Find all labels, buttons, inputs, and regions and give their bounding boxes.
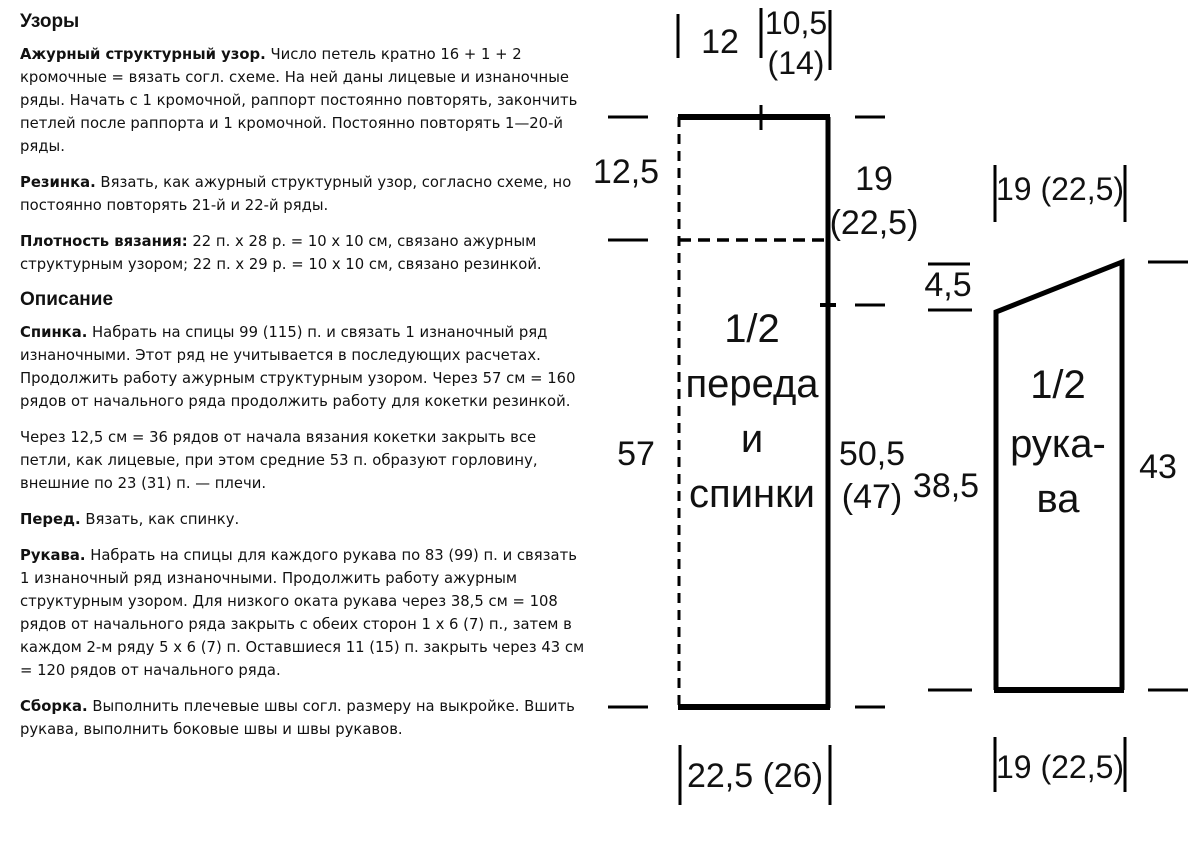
body-top-left-width: 12 [701,23,739,61]
sleeve-piece-label-line-3: ва [1036,477,1080,521]
heading-description: Описание [20,289,114,310]
term-back: Спинка. [20,324,88,341]
body-piece-label-line-1: 1/2 [724,307,780,351]
paragraph-ribbing: Резинка. Вязать, как ажурный структурный узор, согласно схеме, но постоянно повторять 21-й и 22-й ряды. [20,174,572,214]
term-gauge: Плотность вязания: [20,233,188,250]
sleeve-piece-label-line-2: рука- [1010,422,1106,466]
paragraph-gauge: Плотность вязания: 22 п. х 28 р. = 10 х 10 см, связано ажурным структурным узором; 22 п. х 29 р. = 10 х 10 см, связано резинкой. [20,233,542,273]
sleeve-left-height: 38,5 [912,467,980,505]
term-ribbing: Резинка. [20,174,96,191]
sleeve-piece-label-line-1: 1/2 [1030,363,1086,407]
term-sleeves: Рукава. [20,547,86,564]
body-piece-label-line-4: спинки [689,472,815,516]
body-dimension-lines [608,8,885,805]
paragraph-front: Перед. Вязать, как спинку. [20,511,240,528]
sleeve-piece-outline [994,262,1124,690]
heading-patterns: Узоры [20,11,80,32]
term-assembly: Сборка. [20,698,88,715]
paragraph-back: Спинка. Набрать на спицы 99 (115) п. и связать 1 изнаночный ряд изнаночными. Этот ряд не учитывается в последующих расчетах. Продолжить работу ажурным структурным узором. Через 57 см = 160 рядов от начального ряда продолжить работу для кокетки резинкой. [20,324,576,410]
body-top-right-width-alt: (14) [767,45,825,81]
body-bottom-width: 22,5 (26) [686,757,824,795]
body-piece-outline [678,105,836,708]
paragraph-assembly: Сборка. Выполнить плечевые швы согл. размеру на выкройке. Вшить рукава, выполнить боковые швы и швы рукавов. [20,698,575,738]
body-main-height-right-alt: (47) [841,478,903,516]
body-piece-label-line-2: переда [685,362,819,406]
paragraph-sleeves: Рукава. Набрать на спицы для каждого рукава по 83 (99) п. и связать 1 изнаночный ряд изнаночными. Продолжить работу ажурным структурным узором. Для низкого оката рукава через 38,5 см = 108 рядов от начального ряда закрыть с обеих сторон 1 х 6 (7) п., затем в каждом 2-м ряду 5 х 6 (7) п. Оставшиеся 11 (15) п. закрыть через 43 см = 120 рядов от начального ряда. [20,547,585,679]
term-front: Перед. [20,511,81,528]
sleeve-top-width: 19 (22,5) [995,171,1125,207]
body-piece-label-line-3: и [740,417,764,461]
body-yoke-height-right: 19 [855,160,893,198]
body-main-height-right: 50,5 [838,435,906,473]
body-yoke-height-left: 12,5 [592,153,660,191]
sleeve-bottom-width: 19 (22,5) [995,749,1125,785]
body-top-right-width: 10,5 [764,5,828,41]
body-main-height-left: 57 [617,435,655,473]
sleeve-right-height: 43 [1139,448,1177,486]
sleeve-cap-height: 4,5 [924,266,972,304]
paragraph-back-continued: Через 12,5 см = 36 рядов от начала вязания кокетки закрыть все петли, как лицевые, при этом средние 53 п. образуют горловину, внешние по 23 (31) п. — плечи. [20,429,538,492]
paragraph-openwork-pattern: Ажурный структурный узор. Число петель кратно 16 + 1 + 2 кромочные = вязать согл. схеме. На ней даны лицевые и изнаночные ряды. Начать с 1 кромочной, раппорт постоянно повторять, закончить петлей после раппорта и 1 кромочной. Постоянно повторять 1—20-й ряды. [20,46,578,155]
body-yoke-height-right-alt: (22,5) [829,204,919,242]
term-openwork-pattern: Ажурный структурный узор. [20,46,266,63]
